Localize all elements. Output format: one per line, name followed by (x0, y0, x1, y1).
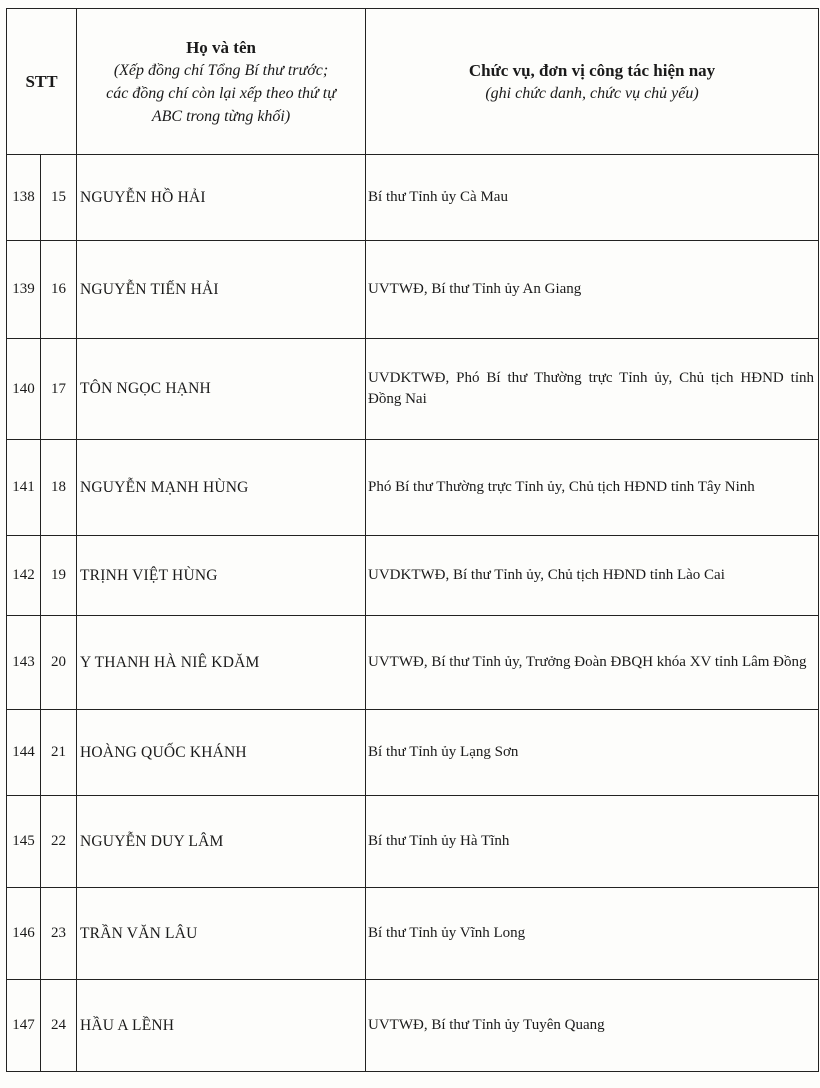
row-stt: 138 (7, 155, 41, 241)
table-row (7, 536, 819, 616)
row-stt: 140 (7, 339, 41, 440)
row-name: NGUYỄN MẠNH HÙNG (77, 440, 366, 536)
row-name: TRỊNH VIỆT HÙNG (77, 536, 366, 616)
header-name (77, 9, 366, 155)
header-name-title: Họ và tên (186, 37, 256, 57)
header-position-title: Chức vụ, đơn vị công tác hiện nay (468, 60, 716, 80)
row-stt: 145 (7, 796, 41, 888)
row-position: Bí thư Tỉnh ủy Vĩnh Long (366, 888, 819, 980)
table-header-row (7, 9, 819, 155)
row-name: TRẦN VĂN LÂU (77, 888, 366, 980)
row-position: UVDKTWĐ, Phó Bí thư Thường trực Tỉnh ủy, Chủ tịch HĐND tỉnh Đồng Nai (366, 339, 819, 440)
header-position-note: (ghi chức danh, chức vụ chủ yếu) (485, 84, 699, 102)
table-row (7, 796, 819, 888)
table-row (7, 980, 819, 1072)
row-sub-index: 18 (41, 440, 77, 536)
row-position: UVTWĐ, Bí thư Tỉnh ủy, Trưởng Đoàn ĐBQH khóa XV tỉnh Lâm Đồng (366, 616, 819, 710)
row-sub-index: 16 (41, 241, 77, 339)
row-name: HOÀNG QUỐC KHÁNH (77, 710, 366, 796)
roster-table (6, 8, 819, 1072)
row-stt: 144 (7, 710, 41, 796)
row-position: Bí thư Tỉnh ủy Hà Tĩnh (366, 796, 819, 888)
row-stt: 143 (7, 616, 41, 710)
table-row (7, 339, 819, 440)
row-stt: 139 (7, 241, 41, 339)
table-row (7, 155, 819, 241)
table-row (7, 241, 819, 339)
row-position: UVTWĐ, Bí thư Tỉnh ủy An Giang (366, 241, 819, 339)
row-position: Bí thư Tỉnh ủy Cà Mau (366, 155, 819, 241)
table-row (7, 616, 819, 710)
row-sub-index: 17 (41, 339, 77, 440)
row-name: NGUYỄN HỒ HẢI (77, 155, 366, 241)
row-stt: 142 (7, 536, 41, 616)
row-name: Y THANH HÀ NIÊ KDĂM (77, 616, 366, 710)
row-sub-index: 20 (41, 616, 77, 710)
row-position: UVDKTWĐ, Bí thư Tỉnh ủy, Chủ tịch HĐND tỉnh Lào Cai (366, 536, 819, 616)
row-sub-index: 23 (41, 888, 77, 980)
header-stt: STT (7, 9, 77, 155)
header-position (366, 9, 819, 155)
row-position: Bí thư Tỉnh ủy Lạng Sơn (366, 710, 819, 796)
row-stt: 146 (7, 888, 41, 980)
table-row (7, 440, 819, 536)
header-name-note-line: (Xếp đồng chí Tổng Bí thư trước; (113, 61, 329, 79)
row-name: NGUYỄN DUY LÂM (77, 796, 366, 888)
row-sub-index: 15 (41, 155, 77, 241)
header-name-note-line: các đồng chí còn lại xếp theo thứ tự (106, 84, 336, 102)
table-row (7, 710, 819, 796)
row-sub-index: 22 (41, 796, 77, 888)
row-position: Phó Bí thư Thường trực Tỉnh ủy, Chủ tịch HĐND tỉnh Tây Ninh (366, 440, 819, 536)
row-name: TÔN NGỌC HẠNH (77, 339, 366, 440)
header-name-note-line: ABC trong từng khối) (151, 107, 291, 125)
table-row (7, 888, 819, 980)
row-name: HẦU A LỀNH (77, 980, 366, 1072)
row-sub-index: 21 (41, 710, 77, 796)
row-name: NGUYỄN TIẾN HẢI (77, 241, 366, 339)
row-stt: 147 (7, 980, 41, 1072)
row-position: UVTWĐ, Bí thư Tỉnh ủy Tuyên Quang (366, 980, 819, 1072)
row-sub-index: 24 (41, 980, 77, 1072)
row-sub-index: 19 (41, 536, 77, 616)
row-stt: 141 (7, 440, 41, 536)
